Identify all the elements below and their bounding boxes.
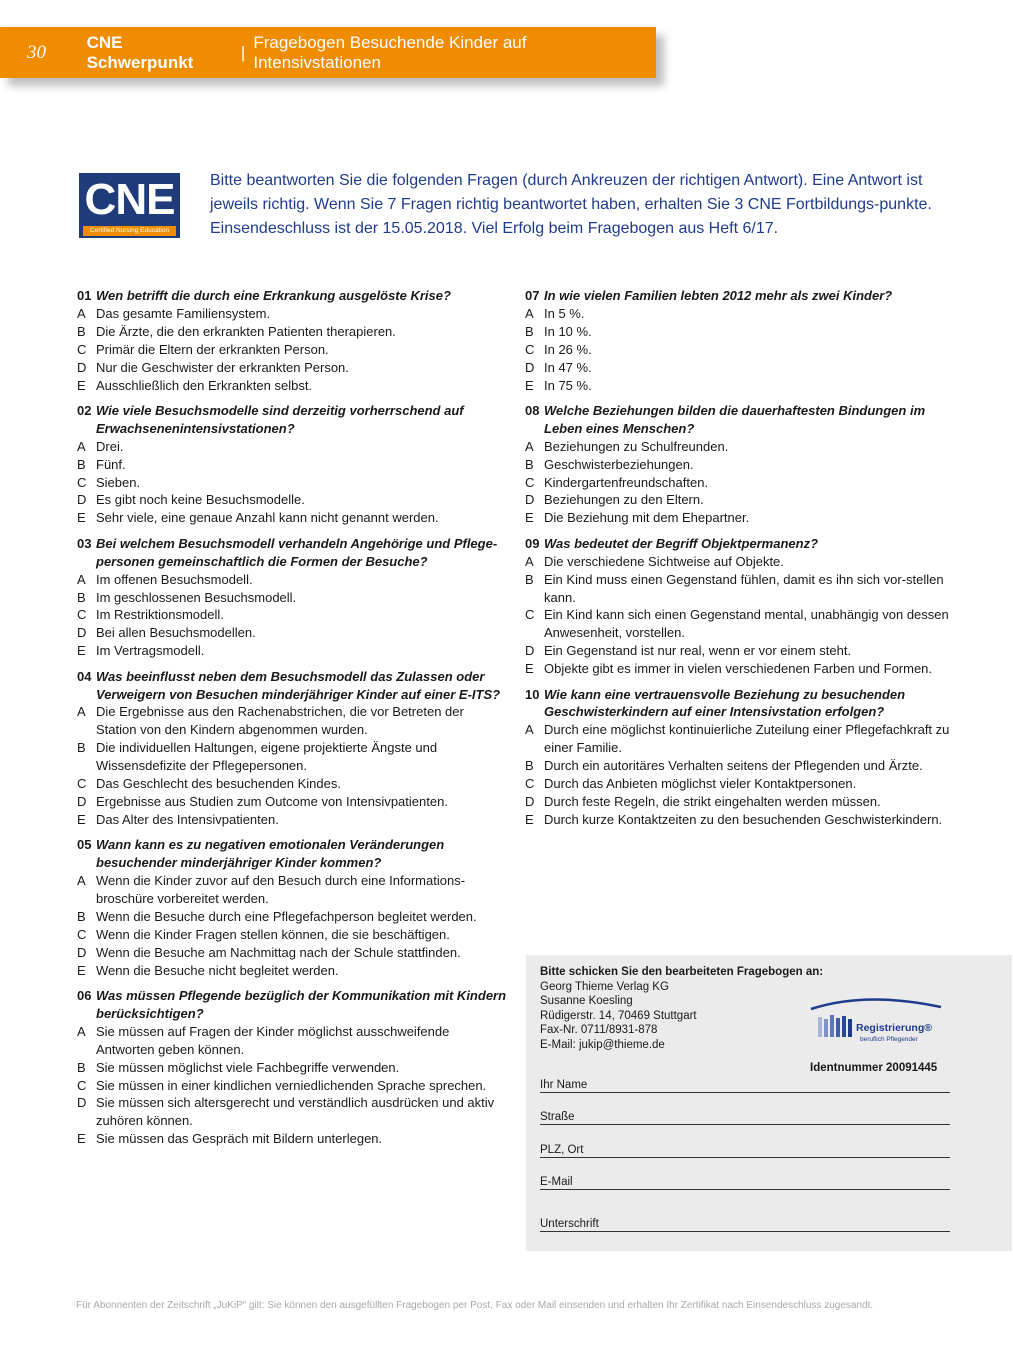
answer-letter: E [77,962,86,978]
cne-logo-text: CNE [84,175,175,224]
answer-text: Im geschlossenen Besuchsmodell. [96,589,297,605]
answer-letter: D [77,944,87,960]
answer-option[interactable] [77,624,507,642]
question-03 [77,535,507,660]
cne-logo-subtitle: Certified Nursing Education [83,226,176,236]
answer-option[interactable] [77,793,507,811]
answer-option[interactable] [77,962,507,980]
header-separator: | [240,42,246,62]
answer-text: Die Ärzte, die den erkrankten Patienten therapieren. [96,323,396,339]
answer-text: Ein Kind kann sich einen Gegenstand mental, unabhängig von dessen Anwesenheit, vorstellen. [544,607,949,641]
answer-option[interactable] [525,811,965,829]
address-line: Georg Thieme Verlag KG [540,980,669,993]
question-text: Was beeinflusst neben dem Besuchsmodell das Zulassen oder Verweigern von Besuchen minderjähriger Kinder auf einer E-ITS? [96,668,501,702]
answer-letter: B [77,323,86,339]
answer-option[interactable] [77,509,507,527]
answer-letter: D [525,643,535,659]
answer-option[interactable] [77,1059,507,1077]
answer-option[interactable] [525,660,965,678]
answer-letter: D [77,359,87,375]
answer-letter: B [525,323,534,339]
answer-text: Die verschiedene Sichtweise auf Objekte. [544,553,784,569]
answer-option[interactable] [77,1094,507,1130]
answer-text: Die Beziehung mit dem Ehepartner. [544,510,750,526]
answer-letter: C [77,474,87,490]
answer-option[interactable] [77,438,507,456]
answer-letter: A [525,305,534,321]
answer-text: Beziehungen zu Schulfreunden. [544,438,729,454]
question-text: In wie vielen Familien lebten 2012 mehr als zwei Kinder? [544,288,893,303]
answer-option[interactable] [77,571,507,589]
question-number: 10 [525,686,540,702]
answer-text: Wenn die Kinder Fragen stellen können, die sie beschäftigen. [96,926,450,942]
answer-option[interactable] [525,438,965,456]
answer-option[interactable] [525,377,965,395]
answer-option[interactable] [77,703,507,739]
answer-option[interactable] [77,341,507,359]
answer-letter: C [77,776,87,792]
answer-letter: A [525,553,534,569]
answer-text: In 75 %. [544,377,592,393]
answer-text: Im offenen Besuchsmodell. [96,571,253,587]
reply-form [526,955,1012,1251]
answer-text: Wenn die Kinder zuvor auf den Besuch durch eine Informations-broschüre vorbereitet werden. [96,873,466,906]
answer-letter: E [77,377,86,393]
answer-text: Geschwisterbeziehungen. [544,456,694,472]
answer-option[interactable] [525,341,965,359]
answer-letter: A [77,571,86,587]
question-number: 01 [77,288,92,303]
answer-letter: D [77,793,87,809]
address-line: Rüdigerstr. 14, 70469 Stuttgart [540,1009,697,1022]
question-heading [77,836,507,872]
answer-option[interactable] [77,944,507,962]
answer-text: Sieben. [96,474,141,490]
answer-letter: E [77,811,86,827]
answer-text: Sehr viele, eine genaue Anzahl kann nicht genannt werden. [96,510,439,526]
question-01 [77,287,507,394]
answer-text: Fünf. [96,456,126,472]
answer-letter: D [525,492,535,508]
question-text: Wann kann es zu negativen emotionalen Veränderungen besuchender minderjähriger Kinder kommen? [96,837,445,871]
question-text: Was bedeutet der Begriff Objektpermanenz? [544,535,819,551]
question-04 [77,668,507,829]
answer-text: Wenn die Besuche am Nachmittag nach der Schule stattfinden. [96,944,461,960]
answer-text: Ausschließlich den Erkrankten selbst. [96,377,313,393]
question-heading [525,287,965,305]
footer-note: Für Abonnenten der Zeitschrift „JuKiP“ gilt: Sie können den ausgefüllten Fragebogen per Post, Fax oder Mail einsenden und erhalten Ihr Zertifikat nach Einsendeschluss zugesandt. [76,1300,874,1311]
answer-option[interactable] [77,491,507,509]
answer-text: Durch kurze Kontaktzeiten zu den besuchenden Geschwisterkindern. [544,811,943,827]
answer-letter: B [77,1059,86,1075]
question-heading [525,535,965,553]
question-text: Bei welchem Besuchsmodell verhandeln Angehörige und Pflege-personen gemeinschaftlich die Formen der Besuche? [96,535,498,569]
answer-option[interactable] [77,926,507,944]
answer-letter: E [525,510,534,526]
question-text: Wie kann eine vertrauensvolle Beziehung zu besuchenden Geschwisterkindern auf einer Intensivstation erfolgen? [544,686,906,720]
answer-option[interactable] [525,775,965,793]
answer-option[interactable] [77,606,507,624]
answer-text: Sie müssen in einer kindlichen verniedlichenden Sprache sprechen. [96,1077,487,1093]
answer-option[interactable] [525,359,965,377]
cne-logo [79,173,180,238]
answer-text: Durch das Anbieten möglichst vieler Kontaktpersonen. [544,776,857,792]
question-number: 05 [77,837,92,853]
answer-letter: D [525,359,535,375]
question-02 [77,402,507,527]
answer-letter: C [525,776,535,792]
answer-letter: E [525,811,534,827]
answer-option[interactable] [77,474,507,492]
answer-text: Das Alter des Intensivpatienten. [96,811,279,827]
answer-option[interactable] [77,1130,507,1148]
question-09 [525,535,965,678]
answer-text: Kindergartenfreundschaften. [544,474,709,490]
answer-option[interactable] [525,456,965,474]
reply-heading: Bitte schicken Sie den bearbeiteten Fragebogen an: [540,966,824,978]
answer-letter: C [77,1077,87,1093]
name-field[interactable]: Ihr Name [540,1079,950,1093]
question-heading [77,287,507,305]
answer-letter: D [525,793,535,809]
answer-option[interactable] [77,739,507,775]
street-field[interactable]: Straße [540,1111,950,1125]
answer-text: Drei. [96,438,124,454]
answer-letter: A [77,1023,86,1039]
answer-letter: A [525,438,534,454]
answer-letter: C [77,607,87,623]
question-05 [77,836,507,979]
answer-option[interactable] [77,872,507,908]
answer-letter: B [77,456,86,472]
answer-text: In 5 %. [544,305,585,321]
email-field[interactable]: E-Mail [540,1176,950,1190]
question-heading [77,987,507,1023]
answer-text: Sie müssen sich altersgerecht und verständlich ausdrücken und aktiv zuhören können. [96,1095,495,1129]
answer-letter: A [77,438,86,454]
answer-text: Objekte gibt es immer in vielen verschiedenen Farben und Formen. [544,661,933,677]
question-08 [525,402,965,527]
section-title: CNE Schwerpunkt [86,32,194,72]
question-text: Wie viele Besuchsmodelle sind derzeitig vorherrschend auf Erwachsenenintensivstationen? [96,402,464,436]
answer-text: Das Geschlecht des besuchenden Kindes. [96,776,341,792]
question-number: 07 [525,288,540,303]
answer-text: Beziehungen zu den Eltern. [544,492,704,508]
answer-text: Ein Kind muss einen Gegenstand fühlen, damit es ihn sich vor-stellen kann. [544,571,944,605]
answer-text: In 47 %. [544,359,592,375]
question-number: 09 [525,535,540,551]
question-heading [77,402,507,438]
question-07 [525,287,965,394]
question-heading [77,535,507,571]
address-line: E-Mail: jukip@thieme.de [540,1038,665,1051]
answer-option[interactable] [77,642,507,660]
intro-text: Bitte beantworten Sie die folgenden Fragen (durch Ankreuzen der richtigen Antwort). Eine Antwort ist jeweils richtig. Wenn Sie 7 Fragen richtig beantwortet haben, erhalten Sie 3 CNE Fortbildungs-punkte. Einsendeschluss ist der 15.05.2018. Viel Erfolg beim Fragebogen aus Heft 6/17. [210,172,932,237]
answer-text: Sie müssen auf Fragen der Kinder möglichst ausschweifende Antworten geben können. [96,1023,450,1057]
answer-option[interactable] [77,908,507,926]
answer-text: Durch eine möglichst kontinuierliche Zuteilung einer Pflegefachkraft zu einer Familie. [544,722,950,756]
answer-letter: B [77,908,86,924]
question-text: Wen betrifft die durch eine Erkrankung ausgelöste Krise? [96,288,451,303]
answer-option[interactable] [525,553,965,571]
question-number: 03 [77,535,92,551]
registrierung-logo [806,997,946,1047]
answer-letter: A [77,305,86,321]
answer-letter: C [77,926,87,942]
answer-option[interactable] [525,571,965,607]
answer-option[interactable] [77,775,507,793]
question-number: 02 [77,402,92,418]
reply-address-block [540,965,823,1052]
zip-city-field[interactable]: PLZ, Ort [540,1144,950,1158]
answer-letter: C [77,341,87,357]
answer-option[interactable] [525,491,965,509]
answer-text: In 10 %. [544,323,592,339]
answer-letter: B [77,589,86,605]
answer-text: Die Ergebnisse aus den Rachenabstrichen, die vor Betreten der Station von den Kindern abgenommen wurden. [96,704,464,738]
answer-text: Ein Gegenstand ist nur real, wenn er vor einem steht. [544,643,852,659]
answer-option[interactable] [525,509,965,527]
answer-letter: A [77,873,86,889]
answer-letter: E [525,377,534,393]
answer-option[interactable] [77,305,507,323]
address-line: Fax-Nr. 0711/8931-878 [540,1024,658,1036]
page-header [0,27,656,78]
answer-text: Im Restriktionsmodell. [96,607,224,623]
answer-letter: C [525,607,535,623]
answer-text: Ergebnisse aus Studien zum Outcome von Intensivpatienten. [96,793,448,809]
question-06 [77,987,507,1148]
address-line: Susanne Koesling [540,995,633,1007]
answer-letter: E [77,510,86,526]
answer-text: Die individuellen Haltungen, eigene projektierte Ängste und Wissensdefizite der Pflegepersonen. [96,740,438,774]
answer-option[interactable] [525,474,965,492]
answer-text: Durch ein autoritäres Verhalten seitens der Pflegenden und Ärzte. [544,758,923,774]
answer-letter: D [77,492,87,508]
answer-text: Bei allen Besuchsmodellen. [96,625,256,641]
header-title: Fragebogen Besuchende Kinder auf Intensivstationen [253,32,527,72]
answer-text: Primär die Eltern der erkrankten Person. [96,341,329,357]
answer-option[interactable] [77,1077,507,1095]
answer-option[interactable] [525,323,965,341]
question-text: Was müssen Pflegende bezüglich der Kommunikation mit Kindern berücksichtigen? [96,988,507,1021]
answer-text: In 26 %. [544,341,592,357]
registrierung-logo-text: Registrierung® [856,1022,932,1034]
answer-option[interactable] [77,377,507,395]
signature-field[interactable]: Unterschrift [540,1218,950,1232]
question-number: 04 [77,668,92,684]
page-number: 30 [27,41,46,63]
answer-letter: B [525,571,534,587]
answer-text: Wenn die Besuche durch eine Pflegefachperson begleitet werden. [96,908,477,924]
ident-number: Identnummer 20091445 [810,1062,938,1074]
question-number: 06 [77,988,92,1004]
question-heading [77,668,507,704]
answer-letter: C [525,341,535,357]
answer-text: Durch feste Regeln, die strikt eingehalten werden müssen. [544,793,881,809]
answer-option[interactable] [77,1023,507,1059]
answer-option[interactable] [525,721,965,757]
answer-option[interactable] [77,456,507,474]
answer-text: Wenn die Besuche nicht begleitet werden. [96,962,339,978]
answer-text: Das gesamte Familiensystem. [96,305,271,321]
answer-letter: D [77,625,87,641]
question-heading [525,402,965,438]
answer-letter: A [77,704,86,720]
registrierung-logo-subtitle: beruflich Pflegender [860,1036,918,1043]
answer-letter: E [525,661,534,677]
questions-left-column [77,287,507,1156]
answer-text: Es gibt noch keine Besuchsmodelle. [96,492,305,508]
answer-option[interactable] [525,642,965,660]
question-number: 08 [525,402,540,418]
question-10 [525,686,965,829]
answer-letter: B [525,456,534,472]
answer-letter: E [77,1131,86,1147]
answer-text: Sie müssen das Gespräch mit Bildern unterlegen. [96,1131,383,1147]
answer-letter: C [525,474,535,490]
answer-letter: B [77,740,86,756]
answer-option[interactable] [525,606,965,642]
answer-letter: B [525,758,534,774]
question-heading [525,686,965,722]
answer-option[interactable] [77,323,507,341]
answer-text: Nur die Geschwister der erkrankten Person. [96,359,349,375]
answer-option[interactable] [525,757,965,775]
answer-option[interactable] [77,589,507,607]
answer-option[interactable] [525,793,965,811]
answer-letter: E [77,643,86,659]
answer-text: Im Vertragsmodell. [96,643,205,659]
answer-letter: D [77,1095,87,1111]
answer-text: Sie müssen möglichst viele Fachbegriffe verwenden. [96,1059,400,1075]
answer-option[interactable] [77,359,507,377]
questions-right-column [525,287,965,836]
answer-option[interactable] [77,811,507,829]
answer-letter: A [525,722,534,738]
question-text: Welche Beziehungen bilden die dauerhaftesten Bindungen im Leben eines Menschen? [544,402,926,436]
answer-option[interactable] [525,305,965,323]
